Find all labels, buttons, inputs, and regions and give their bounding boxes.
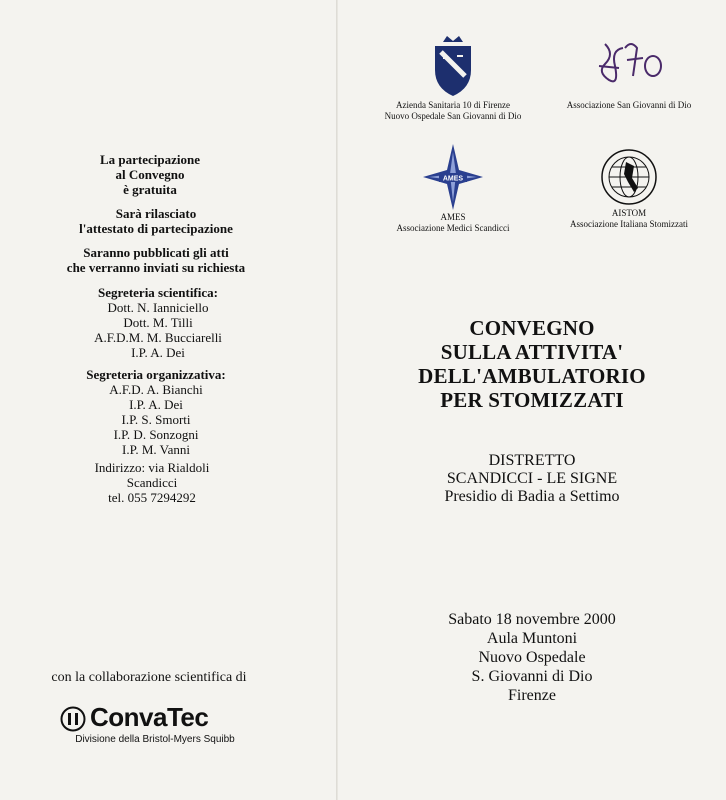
member-name: A.F.D. A. Bianchi <box>109 382 203 397</box>
contact-address <box>2 460 302 505</box>
logo-caption: AMES <box>440 212 466 222</box>
section-heading: Segreteria organizzativa: <box>86 367 226 382</box>
title-line: PER STOMIZZATI <box>440 388 624 412</box>
text-line: La partecipazione <box>99 152 200 167</box>
event-city: Firenze <box>508 687 556 704</box>
participation-note <box>0 152 300 197</box>
text-line: Sarà rilasciato <box>115 206 197 221</box>
logo-associazione-san-giovanni <box>554 36 704 111</box>
convatec-mark-icon <box>60 706 86 732</box>
member-name: I.P. M. Vanni <box>121 442 191 457</box>
logo-aistom <box>554 148 704 230</box>
sponsor-subtitle: Divisione della Bristol-Myers Squibb <box>75 734 235 745</box>
logo-caption: AISTOM <box>611 208 647 218</box>
event-venue: Aula Muntoni <box>486 630 578 647</box>
text-line: al Convegno <box>115 167 185 182</box>
proceedings-note <box>6 245 306 275</box>
sponsor-name: ConvaTec <box>90 702 209 732</box>
district-info <box>338 452 726 506</box>
globe-logo <box>600 148 658 206</box>
member-name: A.F.D.M. M. Bucciarelli <box>94 330 222 345</box>
district-line: DISTRETTO <box>488 452 576 469</box>
ames-badge-text: AMES <box>442 175 464 183</box>
event-details <box>338 610 726 705</box>
address-line: Scandicci <box>126 475 178 490</box>
text-line: che verranno inviati su richiesta <box>66 260 246 275</box>
left-panel <box>0 0 336 800</box>
event-title <box>338 316 726 412</box>
text-line: è gratuita <box>123 182 177 197</box>
event-venue: Nuovo Ospedale <box>478 649 586 666</box>
text-line: l'attestato di partecipazione <box>79 221 233 236</box>
text-line: Saranno pubblicati gli atti <box>83 245 229 260</box>
section-heading: Segreteria scientifica: <box>98 285 218 300</box>
member-name: I.P. D. Sonzogni <box>113 427 199 442</box>
address-line: Indirizzo: via Rialdoli <box>94 460 210 475</box>
organizing-secretariat <box>6 367 306 457</box>
district-line: SCANDICCI - LE SIGNE <box>446 470 618 487</box>
member-name: Dott. M. Tilli <box>123 315 193 330</box>
convatec-logo <box>58 700 248 748</box>
scientific-secretariat <box>8 285 308 360</box>
member-name: I.P. A. Dei <box>129 397 183 412</box>
phone-number: tel. 055 7294292 <box>108 490 196 505</box>
title-line: CONVEGNO <box>469 316 595 340</box>
right-panel <box>338 0 726 800</box>
logo-caption: Nuovo Ospedale San Giovanni di Dio <box>384 111 522 121</box>
event-venue: S. Giovanni di Dio <box>471 668 593 685</box>
signature-logo <box>589 36 669 98</box>
star-logo <box>423 144 483 210</box>
logo-ames <box>368 144 538 234</box>
collaboration-caption: con la collaborazione scientifica di <box>51 670 247 685</box>
member-name: I.P. S. Smorti <box>121 412 191 427</box>
logo-caption: Associazione Medici Scandicci <box>396 223 510 233</box>
crest-icon <box>431 36 475 98</box>
event-date: Sabato 18 novembre 2000 <box>448 611 616 628</box>
member-name: I.P. A. Dei <box>131 345 185 360</box>
logo-caption: Associazione San Giovanni di Dio <box>566 100 692 110</box>
logo-caption: Associazione Italiana Stomizzati <box>570 219 688 229</box>
title-line: DELL'AMBULATORIO <box>418 364 646 388</box>
logo-azienda-sanitaria <box>368 36 538 122</box>
title-line: SULLA ATTIVITA' <box>440 340 624 364</box>
member-name: Dott. N. Ianniciello <box>107 300 209 315</box>
certificate-note <box>6 206 306 236</box>
logo-caption: Azienda Sanitaria 10 di Firenze <box>396 100 510 110</box>
district-line: Presidio di Badia a Settimo <box>444 488 620 505</box>
